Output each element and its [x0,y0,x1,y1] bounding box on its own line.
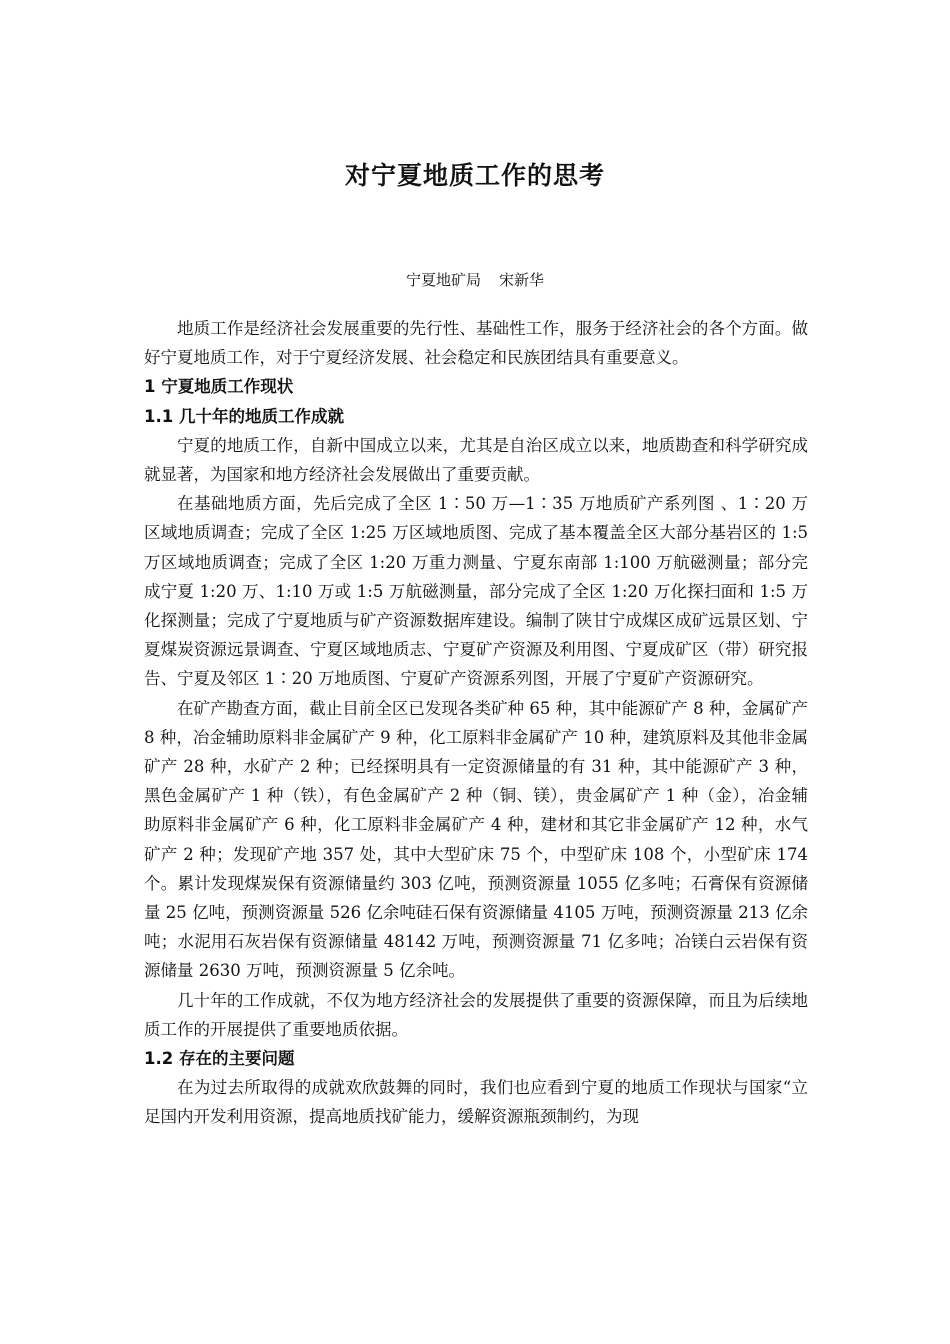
document-body [144,314,808,1132]
section-heading-1-1: 1.1 几十年的地质工作成就 [144,406,344,426]
author-organization: 宁夏地矿局 [405,271,481,289]
paragraph: 在矿产勘查方面，截止目前全区已发现各类矿种 65 种，其中能源矿产 8 种，金属矿产 8 种，冶金辅助原料非金属矿产 9 种，化工原料非金属矿产 10 种，建筑原料及其他非金属矿产 28 种，水矿产 2 种；已经探明具有一定资源储量的有 31 种，其中能源矿产 3 种，黑色金属矿产 1 种（铁），有色金属矿产 2 种（铜、镁），贵金属矿产 1 种（金），冶金辅助原料非金属矿产 6 种，化工原料非金属矿产 4 种，建材和其它非金属矿产 12 种，水气矿产 2 种；发现矿产地 357 处，其中大型矿床 75 个，中型矿床 108 个，小型矿床 174 个。累计发现煤炭保有资源储量约 303 亿吨，预测资源量 1055 亿多吨；石膏保有资源储量 25 亿吨，预测资源量 526 亿余吨硅石保有资源储量 4105 万吨，预测资源量 213 亿余吨；水泥用石灰岩保有资源储量 48142 万吨，预测资源量 71 亿多吨；冶镁白云岩保有资源储量 2630 万吨，预测资源量 5 亿余吨。 [144,698,808,981]
paragraph: 在为过去所取得的成就欢欣鼓舞的同时，我们也应看到宁夏的地质工作现状与国家“立足国内开发利用资源，提高地质找矿能力，缓解资源瓶颈制约，为现 [144,1078,808,1127]
section-heading-1: 1 宁夏地质工作现状 [144,377,294,397]
paragraph: 几十年的工作成就，不仅为地方经济社会的发展提供了重要的资源保障，而且为后续地质工作的开展提供了重要地质依据。 [144,990,808,1039]
paragraph: 宁夏的地质工作，自新中国成立以来，尤其是自治区成立以来，地质勘查和科学研究成就显著，为国家和地方经济社会发展做出了重要贡献。 [144,435,808,485]
author-name: 宋新华 [499,271,545,289]
section-heading-1-2: 1.2 存在的主要问题 [144,1049,295,1069]
document-title: 对宁夏地质工作的思考 [344,161,605,190]
intro-paragraph: 地质工作是经济社会发展重要的先行性、基础性工作，服务于经济社会的各个方面。做好宁夏地质工作，对于宁夏经济发展、社会稳定和民族团结具有重要意义。 [144,319,808,368]
paragraph: 在基础地质方面，先后完成了全区 1∶50 万—1∶35 万地质矿产系列图 、1∶20 万区域地质调查；完成了全区 1:25 万区域地质图、完成了基本覆盖全区大部分基岩区的 1:5 万区域地质调查；完成了全区 1:20 万重力测量、宁夏东南部 1:100 万航磁测量；部分完成宁夏 1:20 万、1:10 万或 1:5 万航磁测量，部分完成了全区 1:20 万化探扫面和 1:5 万化探测量；完成了宁夏地质与矿产资源数据库建设。编制了陕甘宁成煤区成矿远景区划、宁夏煤炭资源远景调查、宁夏区域地质志、宁夏矿产资源及利用图、宁夏成矿区（带）研究报告、宁夏及邻区 1∶20 万地质图、宁夏矿产资源系列图，开展了宁夏矿产资源研究。 [144,494,808,689]
author-byline [0,266,950,294]
